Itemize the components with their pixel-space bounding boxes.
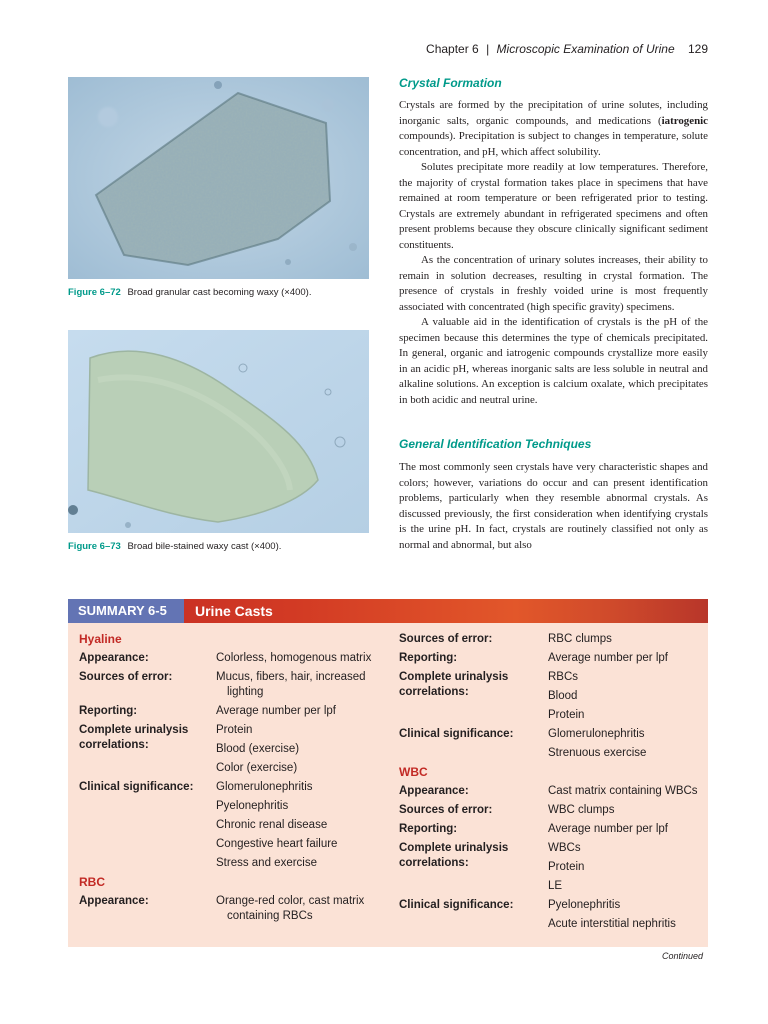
category-heading: RBC <box>79 875 105 889</box>
row-value: RBCs <box>548 671 579 683</box>
row-value: Pyelonephritis <box>548 899 621 911</box>
section-body <box>399 460 708 553</box>
summary-box <box>68 599 708 947</box>
row-value: Acute interstitial nephritis <box>548 918 676 930</box>
paragraph-text: Crystals are formed by the precipitation of urine solutes, including inorganic salts, organic compounds, and medications ( <box>399 99 708 127</box>
row-value: Average number per lpf <box>216 705 336 717</box>
continued-label: Continued <box>661 951 703 961</box>
summary-row <box>399 801 699 820</box>
row-value: Glomerulonephritis <box>216 781 313 793</box>
figure-number: Figure 6–72 <box>68 287 121 298</box>
paragraph <box>399 98 708 160</box>
summary-row <box>79 721 389 778</box>
row-label: Sources of error: <box>399 633 493 645</box>
page-number: 129 <box>687 42 708 56</box>
figure-caption-text: Broad granular cast becoming waxy (×400). <box>127 287 312 298</box>
paragraph: Solutes precipitate more readily at low temperatures. Therefore, the majority of crystal formation takes place in specimens that have remained at room temperature or been refrigerated prior to testing. Crystals are extremely abundant in refrigerated specimens and often present problems because they obscure clinically significant sediment constituents. <box>399 161 708 251</box>
row-value: Orange-red color, cast matrix containing RBCs <box>216 895 365 922</box>
summary-row <box>399 839 699 896</box>
row-value: Pyelonephritis <box>216 800 289 812</box>
summary-title: Urine Casts <box>195 603 273 619</box>
summary-row <box>79 892 389 926</box>
row-value: Average number per lpf <box>548 652 668 664</box>
summary-row <box>399 896 699 934</box>
row-value: Protein <box>548 709 585 721</box>
row-value: Protein <box>216 724 253 736</box>
summary-row <box>79 702 389 721</box>
figure-waxy-cast-image <box>68 330 369 533</box>
figure-caption <box>68 541 369 552</box>
paragraph: As the concentration of urinary solutes increases, their ability to remain in solution decreases, resulting in crystal formation. The presence of crystals in freshly voided urine is most frequently associated with concentrated (high specific gravity) specimens. <box>399 254 708 313</box>
summary-column-right <box>399 630 699 934</box>
row-value: LE <box>548 880 563 892</box>
row-label: Appearance: <box>79 895 149 907</box>
row-value: Colorless, homogenous matrix <box>216 652 372 664</box>
summary-row <box>79 778 389 873</box>
row-label: Appearance: <box>399 785 469 797</box>
row-label: Reporting: <box>399 652 458 664</box>
chapter-label: Chapter 6 <box>426 42 479 56</box>
row-label: Sources of error: <box>79 671 173 683</box>
row-value: RBC clumps <box>548 633 612 645</box>
row-label: Clinical significance: <box>399 899 514 911</box>
row-value: WBC clumps <box>548 804 615 816</box>
summary-row <box>79 668 389 702</box>
summary-row <box>399 649 699 668</box>
summary-column-left <box>79 630 389 926</box>
summary-tag: SUMMARY 6-5 <box>68 599 184 623</box>
chapter-title: Microscopic Examination of Urine <box>496 42 675 56</box>
figure-granular-cast-image <box>68 77 369 279</box>
row-value: Congestive heart failure <box>216 838 338 850</box>
paragraph: The most commonly seen crystals have very characteristic shapes and colors; however, variations do occur and can present identification problems, particularly when they resemble abnormal crystals. As discussed previously, the first consideration when identifying crystals is the urine pH. In fact, crystals are routinely classified not only as normal and abnormal, but also <box>399 461 708 551</box>
row-label: Complete urinalysis correlations: <box>399 842 509 869</box>
row-value: Blood <box>548 690 578 702</box>
summary-row <box>399 630 699 649</box>
figure-caption <box>68 287 369 298</box>
summary-row <box>399 782 699 801</box>
category-heading: Hyaline <box>79 632 122 646</box>
row-label: Complete urinalysis correlations: <box>79 724 189 751</box>
row-label: Clinical significance: <box>79 781 194 793</box>
row-value: WBCs <box>548 842 581 854</box>
section-heading: Crystal Formation <box>399 76 502 90</box>
row-label: Sources of error: <box>399 804 493 816</box>
running-header <box>400 42 708 56</box>
row-value: Chronic renal disease <box>216 819 328 831</box>
row-value: Average number per lpf <box>548 823 668 835</box>
figure-caption-text: Broad bile-stained waxy cast (×400). <box>127 541 282 552</box>
row-value: Mucus, fibers, hair, increased lighting <box>216 671 366 698</box>
row-label: Complete urinalysis correlations: <box>399 671 509 698</box>
summary-row <box>399 820 699 839</box>
row-value: Color (exercise) <box>216 762 298 774</box>
row-value: Protein <box>548 861 585 873</box>
category-heading: WBC <box>399 765 428 779</box>
row-value: Cast matrix containing WBCs <box>548 785 698 797</box>
row-value: Blood (exercise) <box>216 743 300 755</box>
summary-row <box>399 725 699 763</box>
row-value: Glomerulonephritis <box>548 728 645 740</box>
summary-row <box>399 668 699 725</box>
row-value: Stress and exercise <box>216 857 317 869</box>
row-label: Clinical significance: <box>399 728 514 740</box>
section-body <box>399 98 708 408</box>
row-label: Appearance: <box>79 652 149 664</box>
section-heading: General Identification Techniques <box>399 437 592 451</box>
paragraph-text: compounds). Precipitation is subject to changes in temperature, solute concentration, and pH, which affect solubility. <box>399 130 708 158</box>
header-separator: | <box>486 42 490 56</box>
bold-term: iatrogenic <box>661 114 708 127</box>
paragraph: A valuable aid in the identification of crystals is the pH of the specimen because this determines the type of chemicals precipitated. In general, organic and iatrogenic compounds crystallize more easily in an acidic pH, whereas inorganic salts are less soluble in neutral and alkaline solutions. An exception is calcium oxalate, which precipitates in both acidic and neutral urine. <box>399 316 708 406</box>
figure-number: Figure 6–73 <box>68 541 121 552</box>
row-value: Strenuous exercise <box>548 747 647 759</box>
row-label: Reporting: <box>399 823 458 835</box>
summary-row <box>79 649 389 668</box>
row-label: Reporting: <box>79 705 138 717</box>
